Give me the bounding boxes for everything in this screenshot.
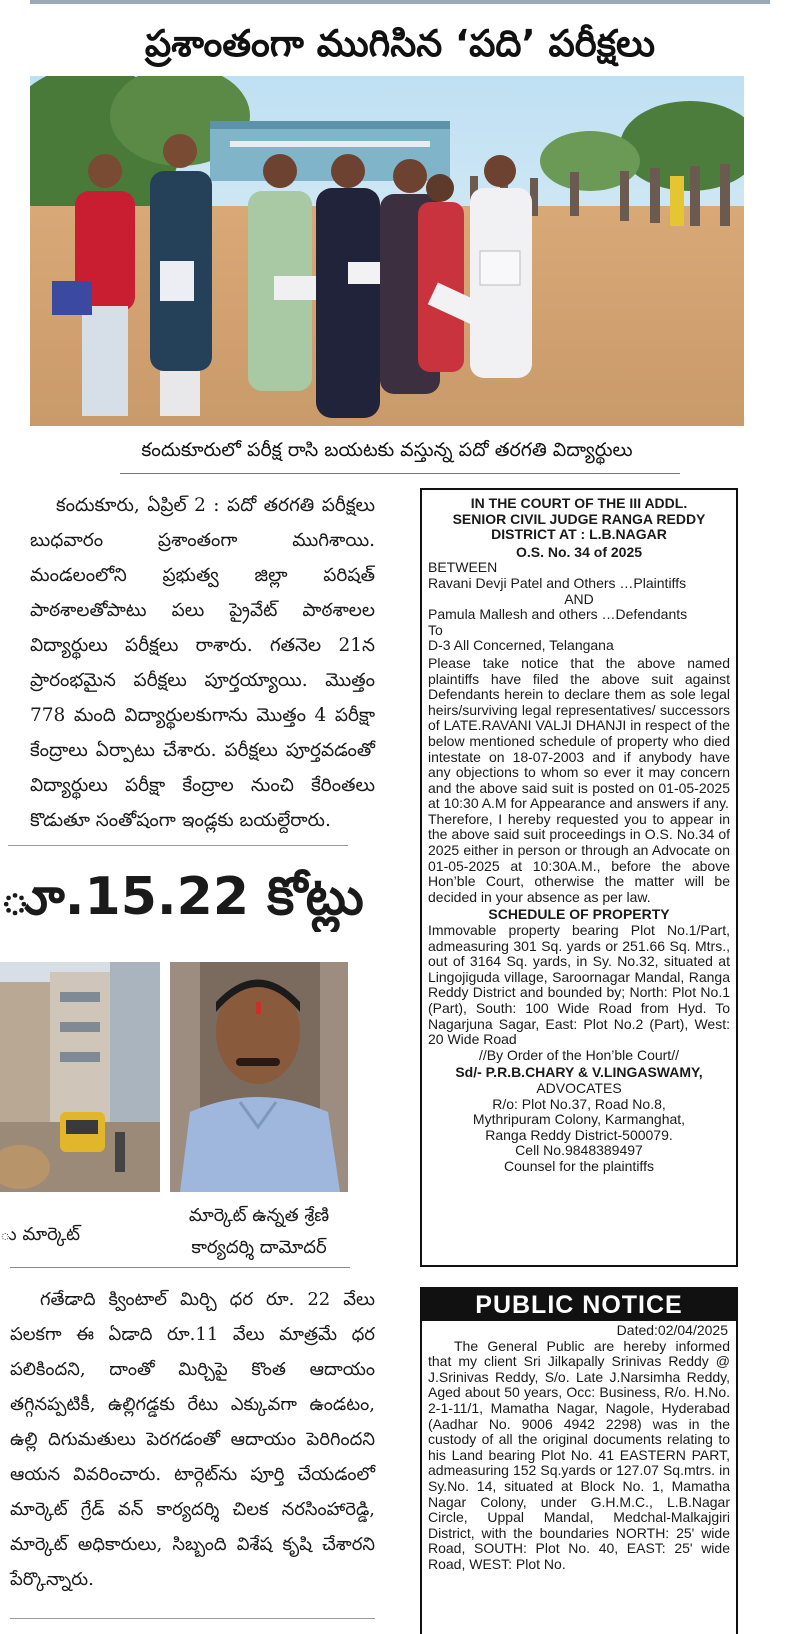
- counsel-line: Counsel for the plaintiffs: [504, 1157, 654, 1174]
- addressee-line: D-3 All Concerned, Telangana: [428, 637, 614, 654]
- schedule-heading: SCHEDULE OF PROPERTY: [488, 906, 670, 923]
- article-body: కందుకూరు, ఏప్రిల్ 2 : పదో తరగతి పరీక్షలు బుధవారం ప్రశాంతంగా ముగిశాయి. మండలంలోని ప్రభుత్వ జిల్లా పరిషత్ పాఠశాలతోపాటు పలు ప్రైవేట్ పాఠశాలల విద్యార్థులు పరీక్షలు రాశారు. గతనెల 21న ప్రారంభమైన పరీక్షలు పూర్తయ్యాయి. మొత్తం 778 మంది విద్యార్థులకుగాను మొత్తం 4 పరీక్షా కేంద్రాలు ఏర్పాటు చేశారు. పరీక్షలు పూర్తవడంతో విద్యార్థులు పరీక్షా కేంద్రాల నుంచి కేరింతలు కొడుతూ సంతోషంగా ఇండ్లకు బయల్దేరారు.: [30, 495, 375, 831]
- court-heading-1: IN THE COURT OF THE III ADDL.: [470, 495, 688, 511]
- article-headline: ప్రశాంతంగా ముగిసిన ‘పది’ పరీక్షలు: [144, 22, 656, 65]
- schedule-text: Immovable property bearing Plot No.1/Part, admeasuring 301 Sq. yards or 251.66 Sq. Mtrs., out of 3164 Sq. yards, in Sy. No.32, situated at Lingojiguda village, Saroornagar Mandal, Ranga Reddy District and bounded by; North: Plot No.1 (Part), South: 100 Wide Road from Hyd. To Nagarjuna Sagar, East: Plot No.2 (Part), West: 20 Wide Road: [428, 922, 730, 1048]
- address-line-2: Mythripuram Colony, Karmanghat,: [472, 1111, 686, 1128]
- advocates-label: ADVOCATES: [536, 1079, 622, 1096]
- market-photo-caption: ు మార్కెట్: [0, 1224, 81, 1245]
- portrait-caption-line2: కార్యదర్శి దామోదర్: [191, 1237, 327, 1258]
- plaintiffs-line: Ravani Devji Patel and Others …Plaintiffs: [428, 574, 687, 591]
- caption-divider-2: [10, 1267, 350, 1268]
- address-line-1: R/o: Plot No.37, Road No.8,: [492, 1095, 666, 1112]
- public-notice-date: Dated:02/04/2025: [616, 1322, 728, 1338]
- bottom-divider: [10, 1618, 375, 1619]
- between-label: BETWEEN: [428, 559, 498, 576]
- court-order-line: //By Order of the Hon’ble Court//: [479, 1046, 679, 1063]
- defendants-line: Pamula Mallesh and others …Defendants: [428, 606, 688, 623]
- students-photo: [30, 76, 744, 426]
- signatories-line: Sd/- P.R.B.CHARY & V.LINGASWAMY,: [455, 1064, 703, 1081]
- and-label: AND: [564, 590, 594, 607]
- public-notice: [420, 1287, 738, 1634]
- top-rule: [30, 0, 770, 4]
- portrait-caption: [170, 1200, 348, 1264]
- portrait-caption-line1: మార్కెట్ ఉన్నత శ్రేణి: [188, 1205, 330, 1226]
- court-heading-2: SENIOR CIVIL JUDGE RANGA REDDY: [452, 510, 706, 527]
- market-photo: [0, 962, 160, 1192]
- public-notice-body: The General Public are hereby informed that my client Sri Jilkapally Srinivas Reddy @ J.Srinivas Reddy, S/o. Late J.Narsimha Reddy, Aged about 50 years, Occ: Business, R/o. H.No. 2-1-11/1, Mamatha Nagar, Nagole, Hyderabad (Aadhar No. 9006 4942 2298) was in the custody of all the original documents relating to his Land bearing Plot No. 41 EASTERN PART, admeasuring 152 Sq.yards or 127.07 Sq.mtrs. in Sy.No. 14, situated at Block No. 1, Mamatha Nagar Colony, under G.H.M.C., L.B.Nagar Circle, Uppal Mandal, Medchal-Malkajgiri District, with the boundaries NORTH: 25' wide Road, SOUTH: Plot No. 40, EAST: 25' wide Road, WEST: Plot No.: [428, 1337, 730, 1572]
- court-notice: [420, 488, 738, 1267]
- notice-paragraph-2: Therefore, I hereby requested you to appear in the above said suit proceedings in O.S. No.34 of 2025 either in person or through an Advocate on 01-05-2025 at 10:30A.M., before the above Hon’ble Court, otherwise the matter will be decided in your absence as per law.: [428, 810, 730, 905]
- photo-caption: కందుకూరులో పరీక్ష రాసి బయటకు వస్తున్న పదో తరగతి విద్యార్థులు: [141, 439, 633, 461]
- cell-number: Cell No.9848389497: [515, 1142, 643, 1159]
- caption-divider: [120, 473, 680, 474]
- public-notice-title: PUBLIC NOTICE: [422, 1289, 736, 1321]
- address-line-3: Ranga Reddy District-500079.: [485, 1126, 673, 1143]
- secretary-portrait: [170, 962, 348, 1192]
- notice-paragraph-1: Please take notice that the above named plaintiffs have filed the above suit against Defendants herein to declare them as sole legal heirs/surviving legal representatives/ successors of LATE.RAVANI VALJI DHANJI in respect of the below mentioned schedule of property who died intestate on 18-07-2003 and if anybody have any objections to whom so ever it may concern and the above said suit is posted on 01-05-2025 at 10:30 A.M for Appearance and answers if any.: [428, 654, 730, 812]
- case-number: O.S. No. 34 of 2025: [515, 543, 643, 560]
- revenue-article-body: గతేడాది క్వింటాల్ మిర్చి ధర రూ. 22 వేలు పలకగా ఈ ఏడాది రూ.11 వేలు మాత్రమే ధర పలికిందని, దాంతో మిర్చిపై కొంత ఆదాయం తగ్గినప్పటికీ, ఉల్లిగడ్డకు రేటు ఎక్కువగా ఉండటం, ఉల్లి దిగుమతులు పెరగడంతో ఆదాయం పెరిగిందని ఆయన వివరించారు. టార్గెట్‌ను పూర్తి చేయడంలో మార్కెట్ గ్రేడ్ వన్ కార్యదర్శి చిలక నరసింహారెడ్డి, మార్కెట్ అధికారులు, సిబ్బంది విశేష కృషి చేశారని పేర్కొన్నారు.: [10, 1289, 375, 1590]
- court-heading-3: DISTRICT AT : L.B.NAGAR: [491, 526, 667, 543]
- to-label: To: [428, 621, 443, 638]
- column-divider: [8, 845, 348, 846]
- revenue-headline: ూ.15.22 కోట్లు: [0, 867, 364, 927]
